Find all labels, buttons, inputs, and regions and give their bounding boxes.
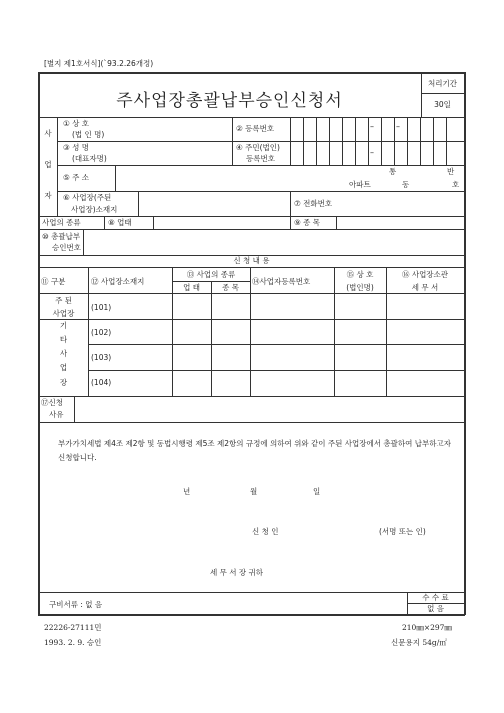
- approval-date: 1993. 2. 9. 승인: [44, 638, 102, 647]
- approval-number-label: ⑩ 총괄납부: [42, 232, 81, 241]
- section-label-char: 사: [44, 129, 52, 138]
- column-business-category: 업 태: [183, 283, 200, 292]
- attachment-label: 구비서류 : 없 음: [49, 600, 103, 609]
- details-header: 신 청 내 용: [233, 256, 270, 265]
- date-month: 월: [250, 487, 258, 496]
- column-tax-office-2: 세 무 서: [411, 283, 439, 292]
- column-business-type: ⑬ 사업의 종류: [186, 270, 236, 279]
- date-year: 년: [183, 487, 191, 496]
- row-code: (101): [91, 303, 112, 312]
- reason-label-2: 사유: [49, 410, 64, 419]
- reason-label: ⑰신청: [41, 398, 63, 407]
- row-code: (102): [91, 328, 112, 337]
- trade-name-label: ① 상 호: [63, 119, 89, 128]
- column-trade-name: ⑮ 상 호: [346, 270, 374, 279]
- row-code: (104): [91, 378, 112, 387]
- paper-type: 신문용지 54g/㎡: [391, 638, 447, 647]
- main-business-label-2: 사업장: [52, 309, 75, 318]
- processing-period-label: 처리기간: [428, 79, 457, 88]
- addressee: 세 무 서 장 귀하: [210, 568, 264, 577]
- other-business-char: 기: [59, 321, 68, 330]
- other-business-char: 타: [59, 335, 68, 344]
- representative-label: (대표자명): [72, 154, 107, 163]
- section-label-char: 자: [44, 191, 52, 200]
- column-business-item: 종 목: [222, 283, 239, 292]
- paper-size: 210㎜×297㎜: [402, 623, 452, 632]
- main-business-label: 주 된: [55, 296, 72, 305]
- name-label: ③ 성 명: [63, 143, 89, 152]
- row-code: (103): [91, 353, 112, 362]
- registration-number-label: ② 등록번호: [236, 124, 275, 133]
- form-number-label: [별지 제1호서식](`93.2.26개정): [44, 59, 154, 68]
- business-category-label: ⑧ 업태: [108, 218, 132, 227]
- column-location: ⑫ 사업장소재지: [91, 277, 145, 286]
- signature-label: (서명 또는 인): [379, 527, 426, 536]
- column-tax-office: ⑯ 사업장소관: [401, 270, 449, 279]
- form-title: 주사업장총괄납부승인신청서: [116, 91, 343, 111]
- applicant-label: 신 청 인: [252, 527, 279, 536]
- address-ban: 반: [447, 167, 455, 176]
- fee-label: 수 수 료: [422, 593, 449, 602]
- resident-number-label-2: 등록번호: [246, 154, 275, 163]
- declaration-text: 부가가치세법 제4조 제2항 및 동법시행령 제5조 제2항의 규정에 의하여 위와 같이 주된 사업장에서 총괄하여 납부하고자 신청합니다.: [58, 439, 451, 462]
- address-ho: 호: [452, 180, 460, 189]
- address-dong: 동: [402, 180, 410, 189]
- address-apartment: 아파트: [349, 180, 371, 189]
- other-business-char: 장: [59, 378, 68, 387]
- business-place-label: ⑥ 사업장(주된: [63, 193, 112, 202]
- other-business-char: 사: [59, 349, 68, 358]
- business-place-label-2: 사업장)소재지: [71, 205, 118, 214]
- address-label: ⑤ 주 소: [63, 173, 89, 182]
- business-type-label: 사업의 종류: [42, 218, 81, 227]
- address-tong: 통: [389, 167, 397, 176]
- business-item-label: ⑨ 종 목: [294, 218, 320, 227]
- phone-label: ⑦ 전화번호: [294, 199, 333, 208]
- form-code: 22226-27111민: [44, 623, 102, 632]
- section-label-char: 업: [44, 160, 52, 169]
- processing-period-value: 30일: [434, 100, 451, 109]
- fee-value: 없 음: [427, 604, 444, 613]
- resident-number-label: ④ 주민(법인): [236, 143, 280, 152]
- column-corporate-name: (법인명): [346, 283, 374, 292]
- date-day: 일: [313, 487, 321, 496]
- column-registration-number: ⑭사업자등록번호: [252, 277, 311, 286]
- column-category: ⑪ 구분: [41, 277, 66, 286]
- corporate-name-label: (법 인 명): [72, 130, 105, 139]
- approval-number-label-2: 승인번호: [52, 243, 81, 252]
- other-business-char: 업: [59, 363, 68, 372]
